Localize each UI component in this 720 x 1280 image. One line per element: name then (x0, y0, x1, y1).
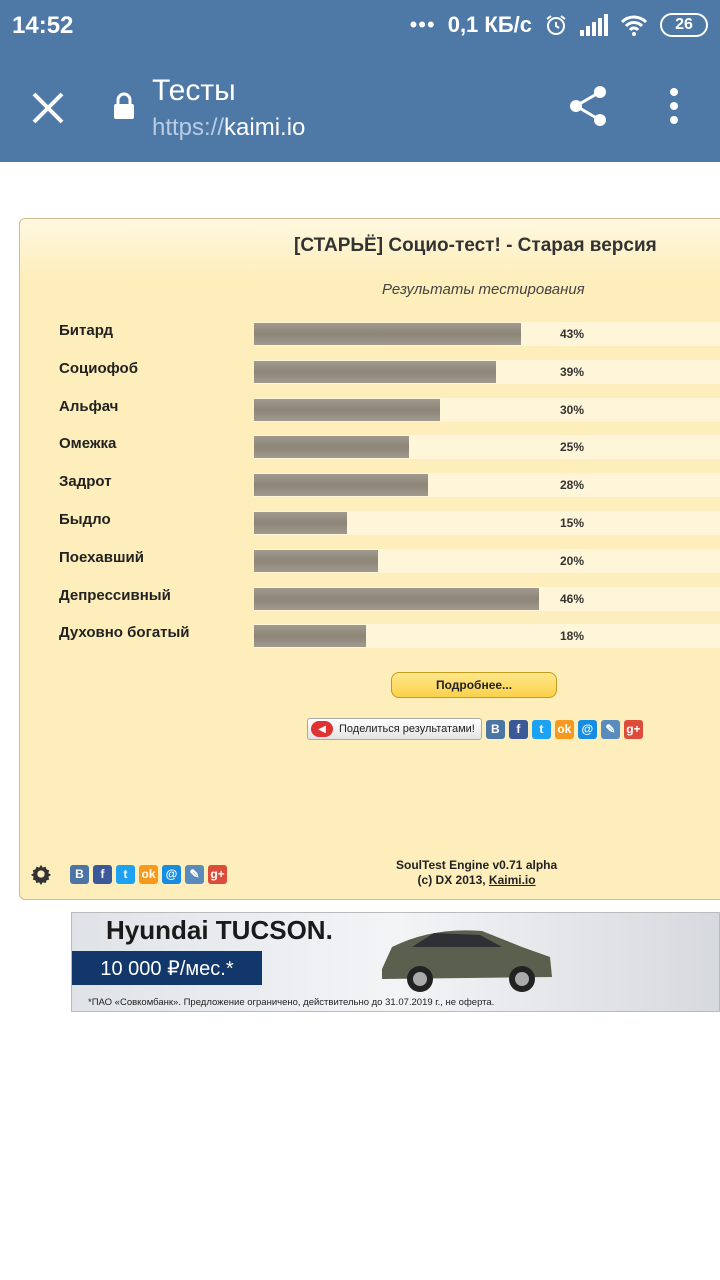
livejournal-icon[interactable]: ✎ (185, 865, 204, 884)
footer-social (30, 863, 227, 885)
odnoklassniki-icon[interactable]: ok (555, 720, 574, 739)
more-menu-icon[interactable] (660, 86, 688, 126)
ad-price: 10 000 ₽/мес.* (72, 951, 262, 985)
results-subtitle: Результаты тестирования (382, 281, 585, 298)
result-bar (254, 436, 409, 458)
result-bar (254, 399, 440, 421)
result-row (20, 546, 720, 584)
close-icon[interactable] (26, 86, 70, 130)
status-indicators (410, 12, 708, 38)
result-track (254, 587, 720, 611)
network-speed: 0,1 КБ/с (447, 12, 532, 37)
result-track (254, 473, 720, 497)
result-row (20, 470, 720, 508)
ad-disclaimer: *ПАО «Совкомбанк». Предложение ограничено, действительно до 31.07.2019 г., не оферта. (88, 997, 495, 1008)
result-track (254, 511, 720, 535)
googleplus-icon[interactable]: g+ (624, 720, 643, 739)
result-percent: 20% (560, 553, 585, 568)
ad-banner[interactable] (71, 912, 720, 1012)
test-results-panel (19, 218, 720, 900)
result-bar (254, 361, 496, 383)
result-percent: 18% (560, 629, 585, 644)
result-label: Быдло (59, 510, 111, 528)
car-image (372, 917, 562, 997)
vk-icon[interactable]: B (70, 865, 89, 884)
livejournal-icon[interactable]: ✎ (601, 720, 620, 739)
result-percent: 30% (560, 402, 585, 417)
result-label: Альфач (59, 397, 119, 415)
more-details-button[interactable]: Подробнее... (391, 672, 557, 698)
result-row (20, 357, 720, 395)
result-bar (254, 625, 366, 647)
share-row (307, 718, 643, 740)
url-host: kaimi.io (224, 114, 306, 141)
result-row (20, 395, 720, 433)
result-percent: 15% (560, 515, 585, 530)
result-row (20, 508, 720, 546)
page-title: Тесты (152, 74, 236, 107)
engine-copyright-text: (c) DX 2013, (417, 873, 489, 887)
test-title: [СТАРЬЁ] Социо-тест! - Старая версия (294, 235, 657, 256)
status-time: 14:52 (12, 12, 74, 39)
result-bar (254, 550, 378, 572)
ad-brand: Hyundai TUCSON. (106, 915, 333, 945)
result-percent: 28% (560, 478, 585, 493)
result-track (254, 549, 720, 573)
result-bar (254, 474, 428, 496)
result-track (254, 360, 720, 384)
share-speaker-icon: ◀ (311, 721, 333, 737)
wifi-icon (620, 14, 648, 36)
result-label: Поехавший (59, 548, 144, 566)
notification-dots: ••• (409, 12, 436, 37)
engine-version: SoulTest Engine v0.71 alpha (396, 858, 558, 872)
result-bar (254, 323, 521, 345)
twitter-icon[interactable]: t (532, 720, 551, 739)
share-results-button[interactable] (307, 718, 482, 740)
result-label: Социофоб (59, 359, 138, 377)
vk-icon[interactable]: B (486, 720, 505, 739)
result-percent: 25% (560, 440, 585, 455)
signal-icon (580, 14, 608, 36)
odnoklassniki-icon[interactable]: ok (139, 865, 158, 884)
result-track (254, 398, 720, 422)
browser-toolbar (0, 52, 720, 162)
share-icon[interactable] (566, 84, 610, 128)
result-label: Битард (59, 322, 114, 339)
result-bar (254, 588, 539, 610)
results-list (20, 319, 720, 659)
result-track (254, 624, 720, 648)
facebook-icon[interactable]: f (93, 865, 112, 884)
result-track (254, 322, 720, 346)
result-label: Духовно богатый (59, 624, 190, 642)
mailru-icon[interactable]: @ (578, 720, 597, 739)
result-percent: 39% (560, 364, 585, 379)
result-bar (254, 512, 347, 534)
engine-copyright (396, 873, 557, 888)
battery-icon: 26 (660, 13, 708, 37)
status-bar (0, 0, 720, 52)
lock-icon (112, 92, 136, 120)
twitter-icon[interactable]: t (116, 865, 135, 884)
result-row (20, 584, 720, 622)
result-row (20, 621, 720, 659)
googleplus-icon[interactable]: g+ (208, 865, 227, 884)
result-row (20, 319, 720, 357)
result-row (20, 432, 720, 470)
result-label: Задрот (59, 473, 112, 491)
result-track (254, 435, 720, 459)
result-percent: 43% (560, 327, 585, 341)
result-label: Депрессивный (59, 586, 171, 604)
result-percent: 46% (560, 591, 585, 606)
page-url (152, 114, 305, 142)
result-label: Омежка (59, 435, 117, 453)
url-protocol: https:// (152, 114, 225, 141)
facebook-icon[interactable]: f (509, 720, 528, 739)
share-results-label: Поделиться результатами! (339, 723, 475, 735)
mailru-icon[interactable]: @ (162, 865, 181, 884)
kaimi-link[interactable]: Kaimi.io (488, 873, 536, 887)
engine-credit (396, 858, 557, 888)
gear-icon[interactable] (30, 863, 52, 885)
alarm-icon (544, 13, 568, 37)
